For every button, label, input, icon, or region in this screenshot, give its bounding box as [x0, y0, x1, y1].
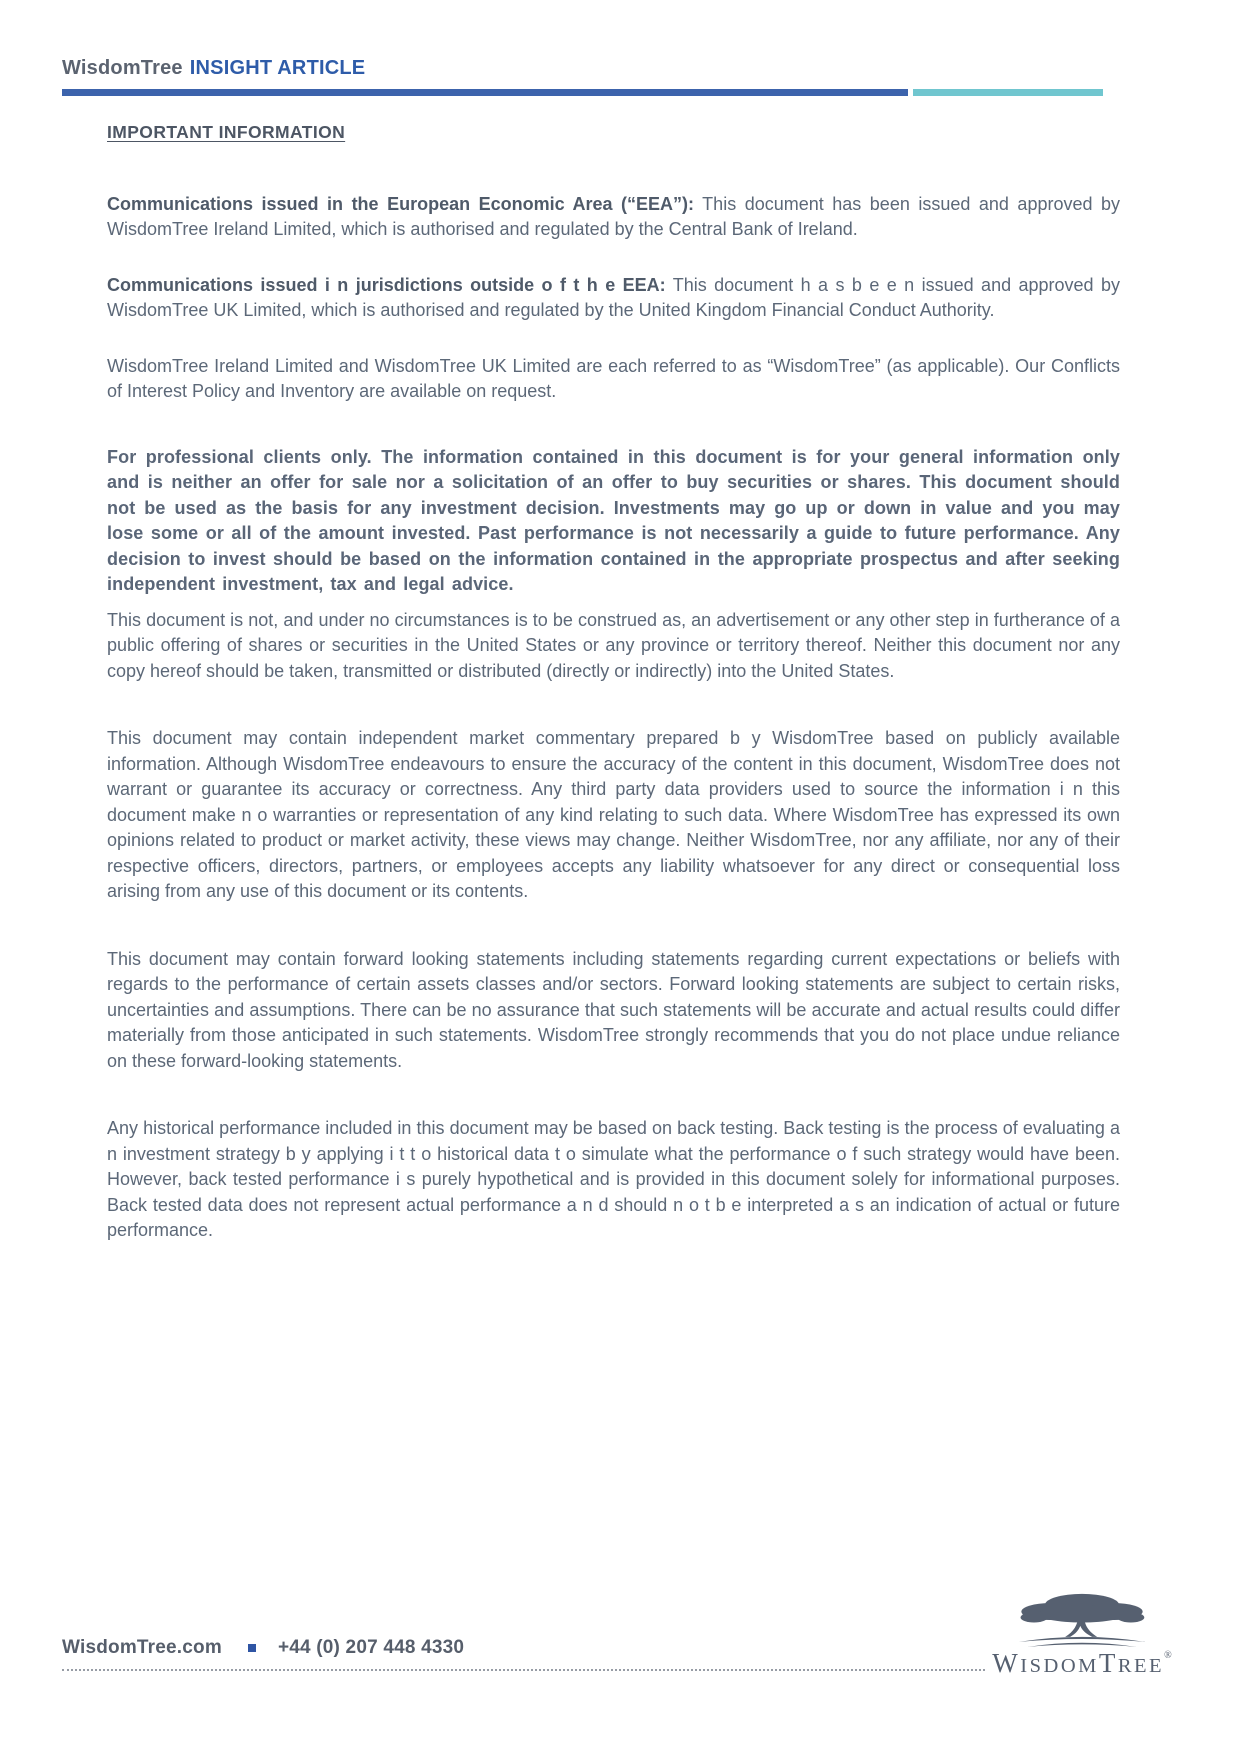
header-rule-blue [62, 89, 908, 96]
paragraph-text: This document is not, and under no circumstances is to be construed as, an advertisement or any other step in furtherance of a public offering of shares or securities in the United States or any province or territory thereof. Neither this document nor any copy hereof should be taken, transmitted or distributed (directly or indirectly) into the United States. [107, 609, 1120, 681]
logo-letter: T [1098, 1648, 1118, 1678]
article-type-label: INSIGHT ARTICLE [189, 57, 366, 79]
paragraph-eea [107, 192, 1120, 243]
paragraph-professional-clients [107, 445, 1120, 598]
paragraph-text: This document h a s b e e n issued and approved by WisdomTree UK Limited, which is authorised and regulated by the United Kingdom Financial Conduct Authority. [107, 274, 1120, 320]
logo-letters: REE [1117, 1655, 1165, 1677]
header-rule-teal [913, 89, 1103, 96]
paragraph-market-commentary [107, 726, 1120, 905]
paragraph-forward-looking [107, 947, 1120, 1075]
registered-mark: ® [1164, 1650, 1172, 1661]
paragraph-text: Any historical performance included in this document may be based on back testing. Back testing is the process of evaluating a n investment strategy b y applying i t t o historical data t o simulate what the performance o f such strategy would have been. However, back tested performance i s purely hypothetical and is provided in this document solely for informational purposes. Back tested data does not represent actual performance a n d should n o t b e interpreted a s an indication of actual or future performance. [107, 1118, 1120, 1240]
logo-letter: W [992, 1648, 1021, 1678]
paragraph-text: This document may contain forward looking statements including statements regarding current expectations or beliefs with regards to the performance of certain assets classes and/or sectors. Forward looking statements are subject to certain risks, uncertainties and assumptions. There can be no assurance that such statements will be accurate and actual results could differ materially from those anticipated in such statements. WisdomTree strongly recommends that you do not place undue reliance on these forward-looking statements. [107, 948, 1120, 1071]
paragraph-lead: Communications issued i n jurisdictions outside o f t h e EEA: [107, 274, 666, 295]
footer-contact [62, 1637, 464, 1659]
paragraph-us-restriction [107, 608, 1120, 685]
tree-icon [987, 1588, 1177, 1652]
logo-wordmark [987, 1650, 1177, 1677]
paragraph-text: WisdomTree Ireland Limited and WisdomTree UK Limited are each referred to as “WisdomTree” (as applicable). Our Conflicts of Interest Policy and Inventory are available on request. [107, 355, 1120, 401]
paragraph-text: For professional clients only. The information contained in this document is for your general information only and is neither an offer for sale nor a solicitation of an offer to buy securities or shares. This document should not be used as the basis for any investment decision. Investments may go up or down in value and you may lose some or all of the amount invested. Past performance is not necessarily a guide to future performance. Any decision to invest should be based on the information contained in the appropriate prospectus and after seeking independent investment, tax and legal advice. [107, 446, 1120, 594]
website-link[interactable]: WisdomTree.com [62, 1637, 222, 1658]
page-title: IMPORTANT INFORMATION [107, 122, 346, 142]
paragraph-text: This document has been issued and approved by WisdomTree Ireland Limited, which is authorised and regulated by the Central Bank of Ireland. [107, 193, 1121, 239]
paragraph-entities [107, 354, 1120, 405]
paragraph-lead: Communications issued in the European Economic Area (“EEA”): [107, 193, 694, 214]
masthead [62, 57, 365, 80]
square-bullet-icon [248, 1644, 256, 1652]
wisdomtree-logo [987, 1588, 1177, 1681]
brand-name: WisdomTree [62, 57, 183, 79]
logo-letters: ISDOM [1020, 1655, 1099, 1677]
paragraph-text: This document may contain independent market commentary prepared b y WisdomTree based on publicly available information. Although WisdomTree endeavours to ensure the accuracy of the content in this document, WisdomTree does not warrant or guarantee its accuracy or correctness. Any third party data providers used to source the information i n this document make n o warranties or representation of any kind relating to such data. Where WisdomTree has expressed its own opinions related to product or market activity, these views may change. Neither WisdomTree, nor any affiliate, nor any of their respective officers, directors, partners, or employees accepts any liability whatsoever for any direct or consequential loss arising from any use of this document or its contents. [107, 728, 1120, 901]
paragraph-back-testing [107, 1116, 1120, 1244]
paragraph-outside-eea [107, 273, 1120, 324]
phone-number: +44 (0) 207 448 4330 [277, 1637, 465, 1658]
document-body [107, 120, 1120, 1274]
